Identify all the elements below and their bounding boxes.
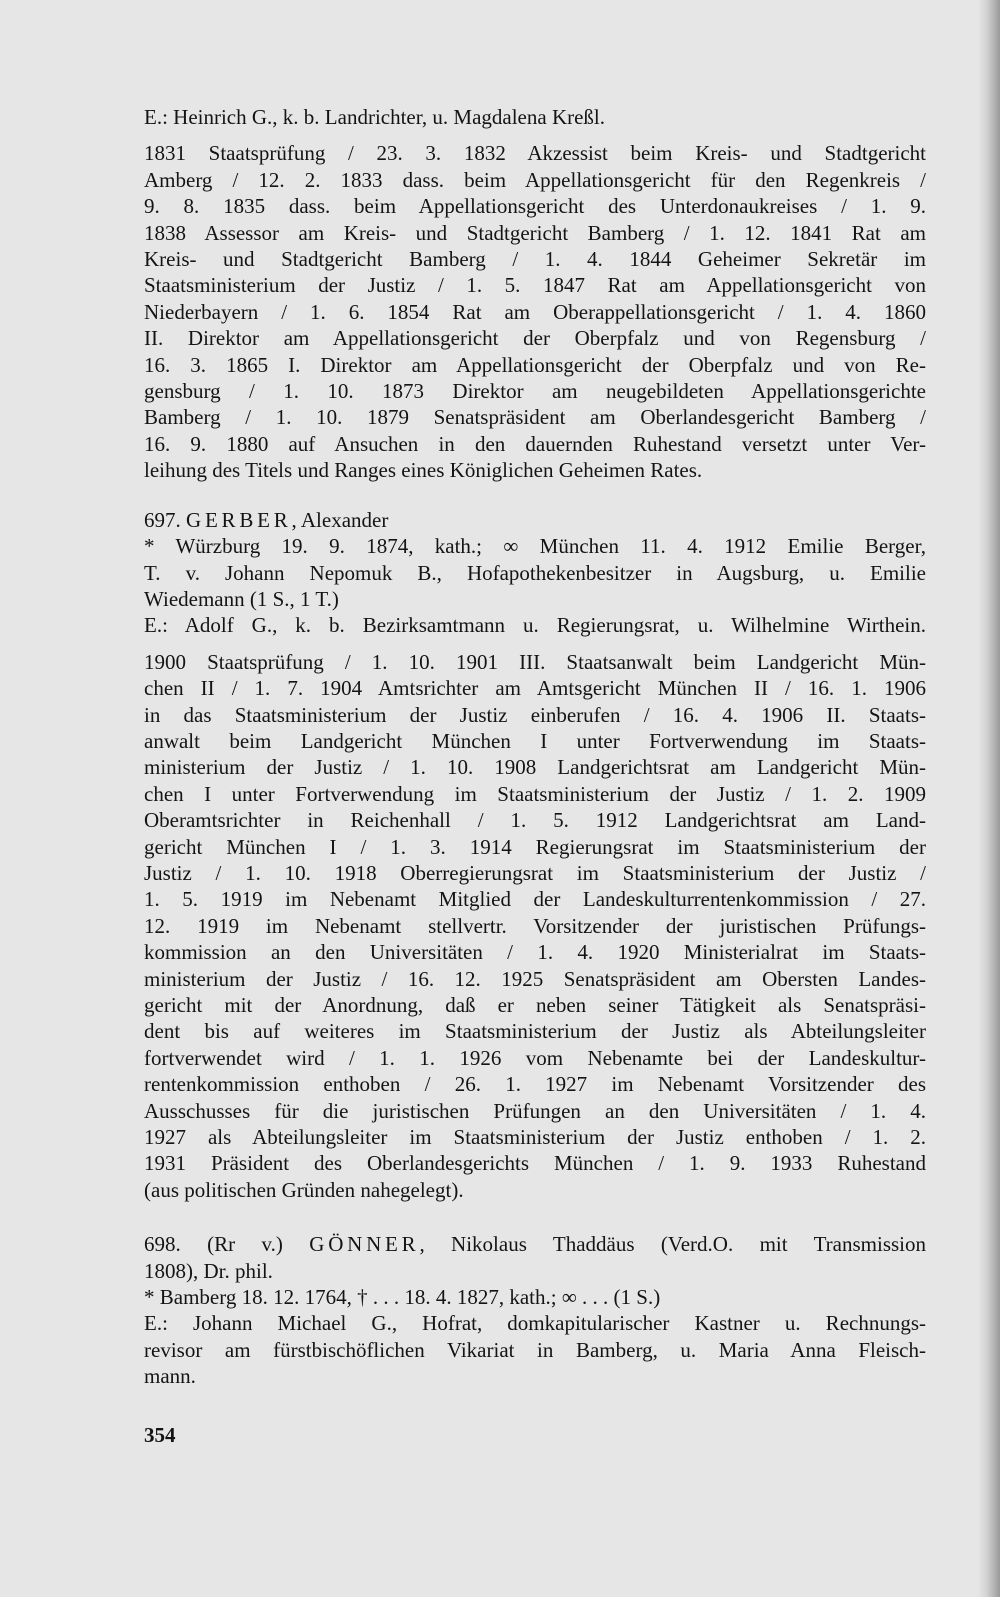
text-line: anwalt beim Landgericht München I unter Fortverwendung im Staats-	[144, 728, 926, 753]
text-line: Staatsministerium der Justiz / 1. 5. 1847 Rat am Appellationsgericht von	[144, 273, 926, 298]
text-line: Niederbayern / 1. 6. 1854 Rat am Oberappellationsgericht / 1. 4. 1860	[144, 299, 926, 324]
page-edge-shadow	[978, 0, 1000, 1597]
career-paragraph	[144, 140, 926, 483]
parents-line: E.: Adolf G., k. b. Bezirksamtmann u. Regierungsrat, u. Wilhelmine Wirthein.	[144, 613, 926, 638]
entry-number: 698.	[144, 1232, 181, 1257]
parents-line: E.: Heinrich G., k. b. Landrichter, u. Magdalena Kreßl.	[144, 105, 606, 129]
text-line: ministerium der Justiz / 1. 10. 1908 Landgerichtsrat am Landgericht Mün-	[144, 755, 926, 780]
text-line: ministerium der Justiz / 16. 12. 1925 Senatspräsident am Obersten Landes-	[144, 966, 926, 991]
text-line: Bamberg / 1. 10. 1879 Senatspräsident am Oberlandesgericht Bamberg /	[144, 405, 926, 430]
text-line: (aus politischen Gründen nahegelegt).	[144, 1177, 464, 1202]
entry-heading-continued: 1808), Dr. phil.	[144, 1258, 273, 1283]
text-line: chen I unter Fortverwendung im Staatsministerium der Justiz / 1. 2. 1909	[144, 781, 926, 806]
text-line: Oberamtsrichter in Reichenhall / 1. 5. 1912 Landgerichtsrat am Land-	[144, 808, 926, 833]
text-line: leihung des Titels und Ranges eines Königlichen Geheimen Rates.	[144, 458, 703, 483]
entry-697	[144, 507, 926, 1204]
entry-698	[144, 1231, 926, 1389]
text-line: II. Direktor am Appellationsgericht der Oberpfalz und von Regensburg /	[144, 326, 926, 351]
entry-prefix: (Rr v.)	[207, 1232, 283, 1257]
text-line: 1. 5. 1919 im Nebenamt Mitglied der Landeskulturrentenkommission / 27.	[144, 887, 926, 912]
text-line: 12. 1919 im Nebenamt stellvertr. Vorsitzender der juristischen Prüfungs-	[144, 913, 926, 938]
bio-line: T. v. Johann Nepomuk B., Hofapothekenbesitzer in Augsburg, u. Emilie	[144, 560, 926, 585]
career-paragraph	[144, 649, 926, 1204]
text-line: 1927 als Abteilungsleiter im Staatsministerium der Justiz enthoben / 1. 2.	[144, 1125, 926, 1150]
entry-surname: GÖNNER	[309, 1232, 420, 1257]
text-line: chen II / 1. 7. 1904 Amtsrichter am Amtsgericht München II / 16. 1. 1906	[144, 676, 926, 701]
bio-line: * Würzburg 19. 9. 1874, kath.; ∞ München 11. 4. 1912 Emilie Berger,	[144, 534, 926, 559]
text-line: gericht mit der Anordnung, daß er neben seiner Tätigkeit als Senatspräsi-	[144, 993, 926, 1017]
text-line: 1900 Staatsprüfung / 1. 10. 1901 III. Staatsanwalt beim Landgericht Mün-	[144, 649, 926, 674]
text-line: 1838 Assessor am Kreis- und Stadtgericht Bamberg / 1. 12. 1841 Rat am	[144, 220, 926, 245]
bio-line: Wiedemann (1 S., 1 T.)	[144, 586, 339, 611]
parents-line: E.: Johann Michael G., Hofrat, domkapitularischer Kastner u. Rechnungs-	[144, 1311, 926, 1336]
entry-given-name: , Alexander	[291, 507, 389, 532]
parents-line: revisor am fürstbischöflichen Vikariat in Bamberg, u. Maria Anna Fleisch-	[144, 1337, 926, 1362]
text-line: 16. 9. 1880 auf Ansuchen in den dauernden Ruhestand versetzt unter Ver-	[144, 431, 926, 456]
text-line: 9. 8. 1835 dass. beim Appellationsgericht des Unterdonaukreises / 1. 9.	[144, 194, 926, 219]
text-line: kommission an den Universitäten / 1. 4. 1920 Ministerialrat im Staats-	[144, 940, 926, 965]
text-line: Amberg / 12. 2. 1833 dass. beim Appellationsgericht für den Regenkreis /	[144, 167, 926, 192]
text-line: Ausschusses für die juristischen Prüfungen an den Universitäten / 1. 4.	[144, 1098, 926, 1123]
text-line: 1831 Staatsprüfung / 23. 3. 1832 Akzessist beim Kreis- und Stadtgericht	[144, 141, 926, 166]
page-number: 354	[144, 1423, 176, 1447]
text-line: 1931 Präsident des Oberlandesgerichts München / 1. 9. 1933 Ruhestand	[144, 1151, 926, 1176]
entry-heading	[144, 1231, 926, 1257]
parents-line: mann.	[144, 1364, 196, 1389]
text-line: dent bis auf weiteres im Staatsministerium der Justiz als Abteilungsleiter	[144, 1019, 926, 1044]
bio-line: * Bamberg 18. 12. 1764, † . . . 18. 4. 1827, kath.; ∞ . . . (1 S.)	[144, 1285, 661, 1310]
text-line: 16. 3. 1865 I. Direktor am Appellationsgericht der Oberpfalz und von Re-	[144, 352, 926, 377]
text-line: rentenkommission enthoben / 26. 1. 1927 im Nebenamt Vorsitzender des	[144, 1072, 926, 1097]
text-line: in das Staatsministerium der Justiz einberufen / 16. 4. 1906 II. Staats-	[144, 702, 926, 727]
entry-previous	[144, 104, 926, 484]
text-line: fortverwendet wird / 1. 1. 1926 vom Nebenamte bei der Landeskultur-	[144, 1045, 926, 1070]
text-line: Justiz / 1. 10. 1918 Oberregierungsrat im Staatsministerium der Justiz /	[144, 860, 926, 885]
entry-number: 697.	[144, 507, 181, 532]
entry-surname: GERBER	[186, 507, 292, 532]
entry-given-name: , Nikolaus Thaddäus (Verd.O. mit Transmission	[419, 1232, 927, 1257]
text-line: gericht München I / 1. 3. 1914 Regierungsrat im Staatsministerium der	[144, 834, 926, 859]
page-body	[144, 104, 926, 1390]
text-line: gensburg / 1. 10. 1873 Direktor am neugebildeten Appellationsgerichte	[144, 379, 926, 404]
text-line: Kreis- und Stadtgericht Bamberg / 1. 4. 1844 Geheimer Sekretär im	[144, 247, 926, 272]
entry-heading	[144, 507, 926, 533]
